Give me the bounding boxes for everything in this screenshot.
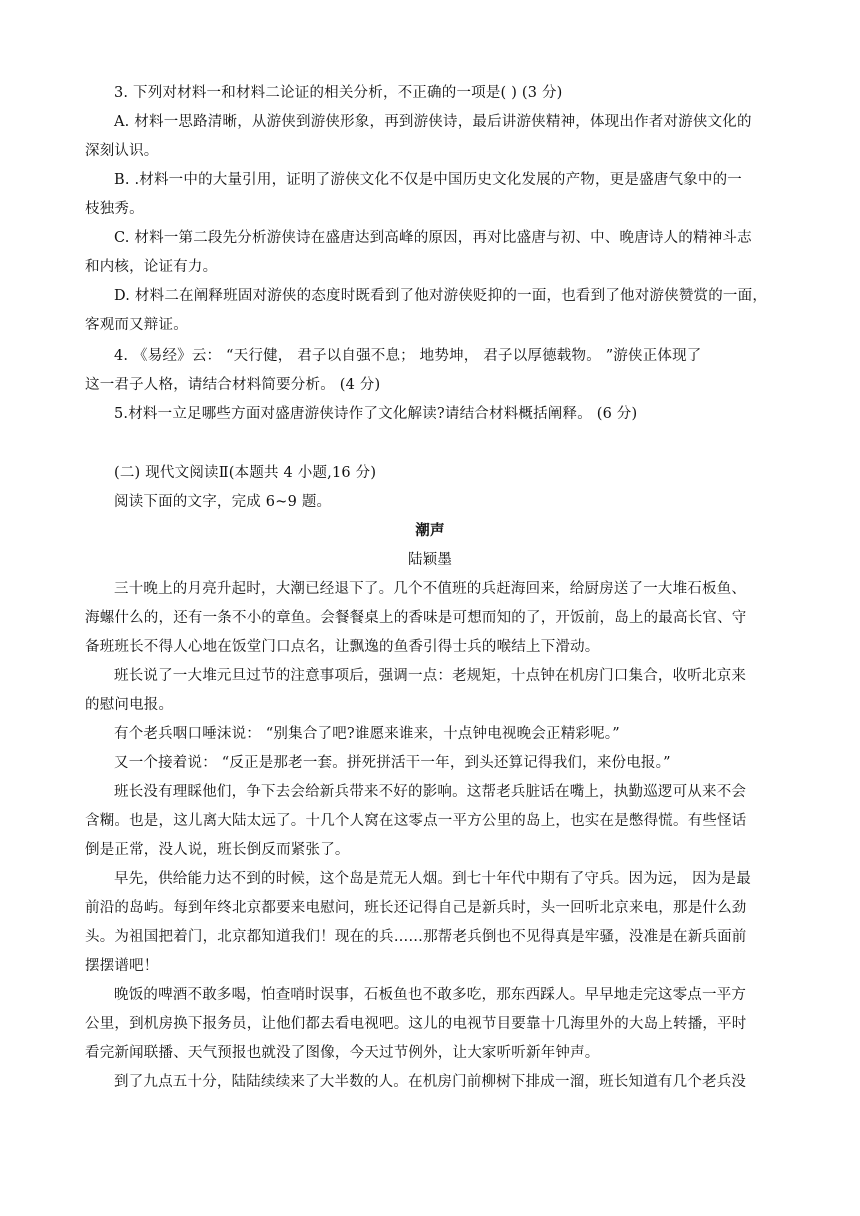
- question-3-option-a: A. 材料一思路清晰，从游侠到游侠形象，再到游侠诗，最后讲游侠精神，体现出作者对游侠文化的: [114, 114, 752, 130]
- story-line: 班长说了一大堆元旦过节的注意事项后，强调一点：老规矩，十点钟在机房门口集合，收听北京来: [114, 668, 747, 684]
- story-line: 晚饭的啤酒不敢多喝，怕查哨时误事，石板鱼也不敢多吃，那东西踩人。早早地走完这零点一平方: [114, 987, 747, 1003]
- story-line: 倒是正常，没人说，班长倒反而紧张了。: [85, 842, 350, 858]
- story-line: 三十晚上的月亮升起时，大潮已经退下了。几个不值班的兵赶海回来，给厨房送了一大堆石板鱼、: [114, 581, 747, 597]
- question-4: 4. 《易经》云： “天行健， 君子以自强不息； 地势坤， 君子以厚德载物。 ”游侠正体现了: [114, 348, 702, 364]
- question-3-option-c: C. 材料一第二段先分析游侠诗在盛唐达到高峰的原因，再对比盛唐与初、中、晚唐诗人的精神斗志: [114, 230, 752, 246]
- story-line: 的慰问电报。: [85, 697, 174, 713]
- story-author: 陆颖墨: [407, 552, 453, 568]
- story-line: 含糊。也是，这儿离大陆太远了。十几个人窝在这零点一平方公里的岛上，也实在是憋得慌。有些怪话: [85, 813, 747, 829]
- story-line: 有个老兵咽口唾沫说： “别集合了吧?谁愿来谁来，十点钟电视晚会正精彩呢。”: [114, 726, 620, 742]
- story-line: 班长没有理睬他们，争下去会给新兵带来不好的影响。这帮老兵脏话在嘴上，执勤巡逻可从来不会: [114, 784, 747, 800]
- question-3-option-d: D. 材料二在阐释班固对游侠的态度时既看到了他对游侠贬抑的一面，也看到了他对游侠赞赏的一面，: [114, 288, 768, 304]
- question-3-option-a-cont: 深刻认识。: [85, 143, 159, 159]
- question-3-option-b: B. .材料一中的大量引用，证明了游侠文化不仅是中国历史文化发展的产物，更是盛唐气象中的一: [114, 172, 742, 188]
- question-3-stem: 3. 下列对材料一和材料二论证的相关分析，不正确的一项是( ) (3 分): [114, 85, 563, 101]
- question-4-cont: 这一君子人格，请结合材料简要分析。 (4 分): [85, 377, 381, 393]
- story-line: 头。为祖国把着门，北京都知道我们！现在的兵……那帮老兵倒也不见得真是牢骚，没准是在新兵面前: [85, 929, 747, 945]
- story-line: 摆摆谱吧！: [85, 958, 159, 974]
- story-line: 又一个接着说： “反正是那老一套。拼死拼活干一年，到头还算记得我们，来份电报。”: [114, 755, 671, 771]
- story-line: 前沿的岛屿。每到年终北京都要来电慰问，班长还记得自己是新兵时，头一回听北京来电，那是什么劲: [85, 900, 747, 916]
- story-line: 备班班长不得人心地在饭堂门口点名，让飘逸的鱼香引得士兵的喉结上下滑动。: [85, 639, 600, 655]
- section-instruction: 阅读下面的文字，完成 6~9 题。: [114, 494, 332, 510]
- story-title: 潮声: [415, 522, 445, 539]
- story-line: 看完新闻联播、天气预报也就没了图像，今天过节例外，让大家听听新年钟声。: [85, 1045, 600, 1061]
- section-heading: (二) 现代文阅读Ⅱ(本题共 4 小题,16 分): [114, 465, 377, 481]
- story-line: 到了九点五十分，陆陆续续来了大半数的人。在机房门前柳树下排成一溜，班长知道有几个老兵没: [114, 1074, 747, 1090]
- story-line: 海螺什么的，还有一条不小的章鱼。会餐餐桌上的香味是可想而知的了，开饭前，岛上的最高长官、守: [85, 610, 747, 626]
- question-5: 5.材料一立足哪些方面对盛唐游侠诗作了文化解读?请结合材料概括阐释。 (6 分): [114, 406, 638, 422]
- question-3-option-b-cont: 枝独秀。: [85, 201, 144, 217]
- story-line: 早先，供给能力达不到的时候，这个岛是荒无人烟。到七十年代中期有了守兵。因为远， 因为是最: [114, 871, 751, 887]
- question-3-option-d-cont: 客观而又辩证。: [85, 317, 188, 333]
- question-3-option-c-cont: 和内核，论证有力。: [85, 259, 218, 275]
- story-line: 公里，到机房换下报务员，让他们都去看电视吧。这儿的电视节目要靠十几海里外的大岛上转播，平时: [85, 1016, 747, 1032]
